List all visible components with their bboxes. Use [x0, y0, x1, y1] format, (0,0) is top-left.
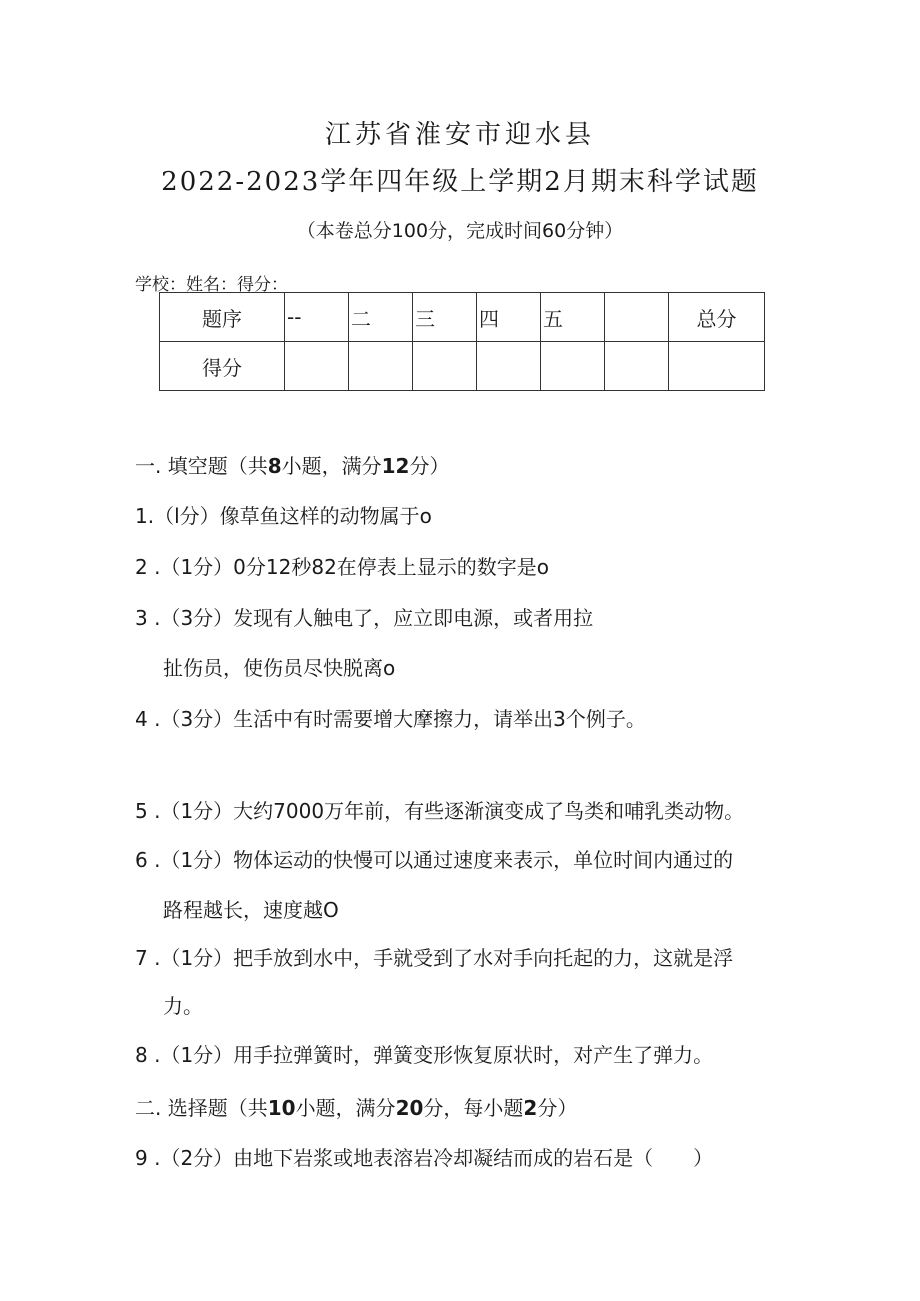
question-9: 9 .（2分）由地下岩浆或地表溶岩冷却凝结而成的岩石是（ ） [135, 1146, 714, 1170]
exam-title-line1: 江苏省淮安市迎水县 [324, 120, 595, 150]
question-2: 2 .（1分）0分12秒82在停表上显示的数字是o [135, 555, 550, 579]
score-table-col-1: -- [285, 293, 349, 342]
question-1: 1.（l分）像草鱼这样的动物属于o [135, 504, 432, 528]
score-table-col-6 [605, 293, 669, 342]
question-6-continuation: 路程越长，速度越O [163, 898, 339, 922]
question-3: 3 .（3分）发现有人触电了，应立即电源，或者用拉 [135, 606, 594, 630]
section-1-heading: 一. 填空题（共8小题，满分12分） [135, 454, 450, 478]
question-4: 4 .（3分）生活中有时需要增大摩擦力，请举出3个例子。 [135, 707, 646, 731]
score-table-header-row [160, 293, 765, 342]
score-table-total-label: 总分 [669, 293, 765, 342]
section-2-heading: 二. 选择题（共10小题，满分20分，每小题2分） [135, 1096, 578, 1120]
score-cell-5 [541, 342, 605, 391]
score-table [159, 292, 765, 391]
score-table-score-label: 得分 [160, 342, 285, 391]
question-8: 8 .（1分）用手拉弹簧时，弹簧变形恢复原状时，对产生了弹力。 [135, 1043, 714, 1067]
score-cell-total [669, 342, 765, 391]
score-table-col-3: 三 [413, 293, 477, 342]
score-table-col-2: 二 [349, 293, 413, 342]
question-7-continuation: 力。 [163, 994, 203, 1018]
exam-title-line2: 2022-2023学年四年级上学期2月期末科学试题 [161, 167, 759, 197]
question-3-continuation: 扯伤员，使伤员尽快脱离o [163, 656, 396, 680]
school-name-score-line: 学校：姓名：得分： [135, 275, 288, 295]
score-cell-3 [413, 342, 477, 391]
score-table-score-row [160, 342, 765, 391]
exam-subtitle: （本卷总分100分，完成时间60分钟） [296, 220, 624, 242]
score-table-col-5: 五 [541, 293, 605, 342]
question-7: 7 .（1分）把手放到水中，手就受到了水对手向托起的力，这就是浮 [135, 946, 734, 970]
score-table-col-4: 四 [477, 293, 541, 342]
score-cell-2 [349, 342, 413, 391]
score-cell-1 [285, 342, 349, 391]
question-5: 5 .（1分）大约7000万年前，有些逐渐演变成了鸟类和哺乳类动物。 [135, 799, 745, 823]
question-6: 6 .（1分）物体运动的快慢可以通过速度来表示，单位时间内通过的 [135, 848, 734, 872]
score-table-header-label: 题序 [160, 293, 285, 342]
score-cell-6 [605, 342, 669, 391]
score-cell-4 [477, 342, 541, 391]
